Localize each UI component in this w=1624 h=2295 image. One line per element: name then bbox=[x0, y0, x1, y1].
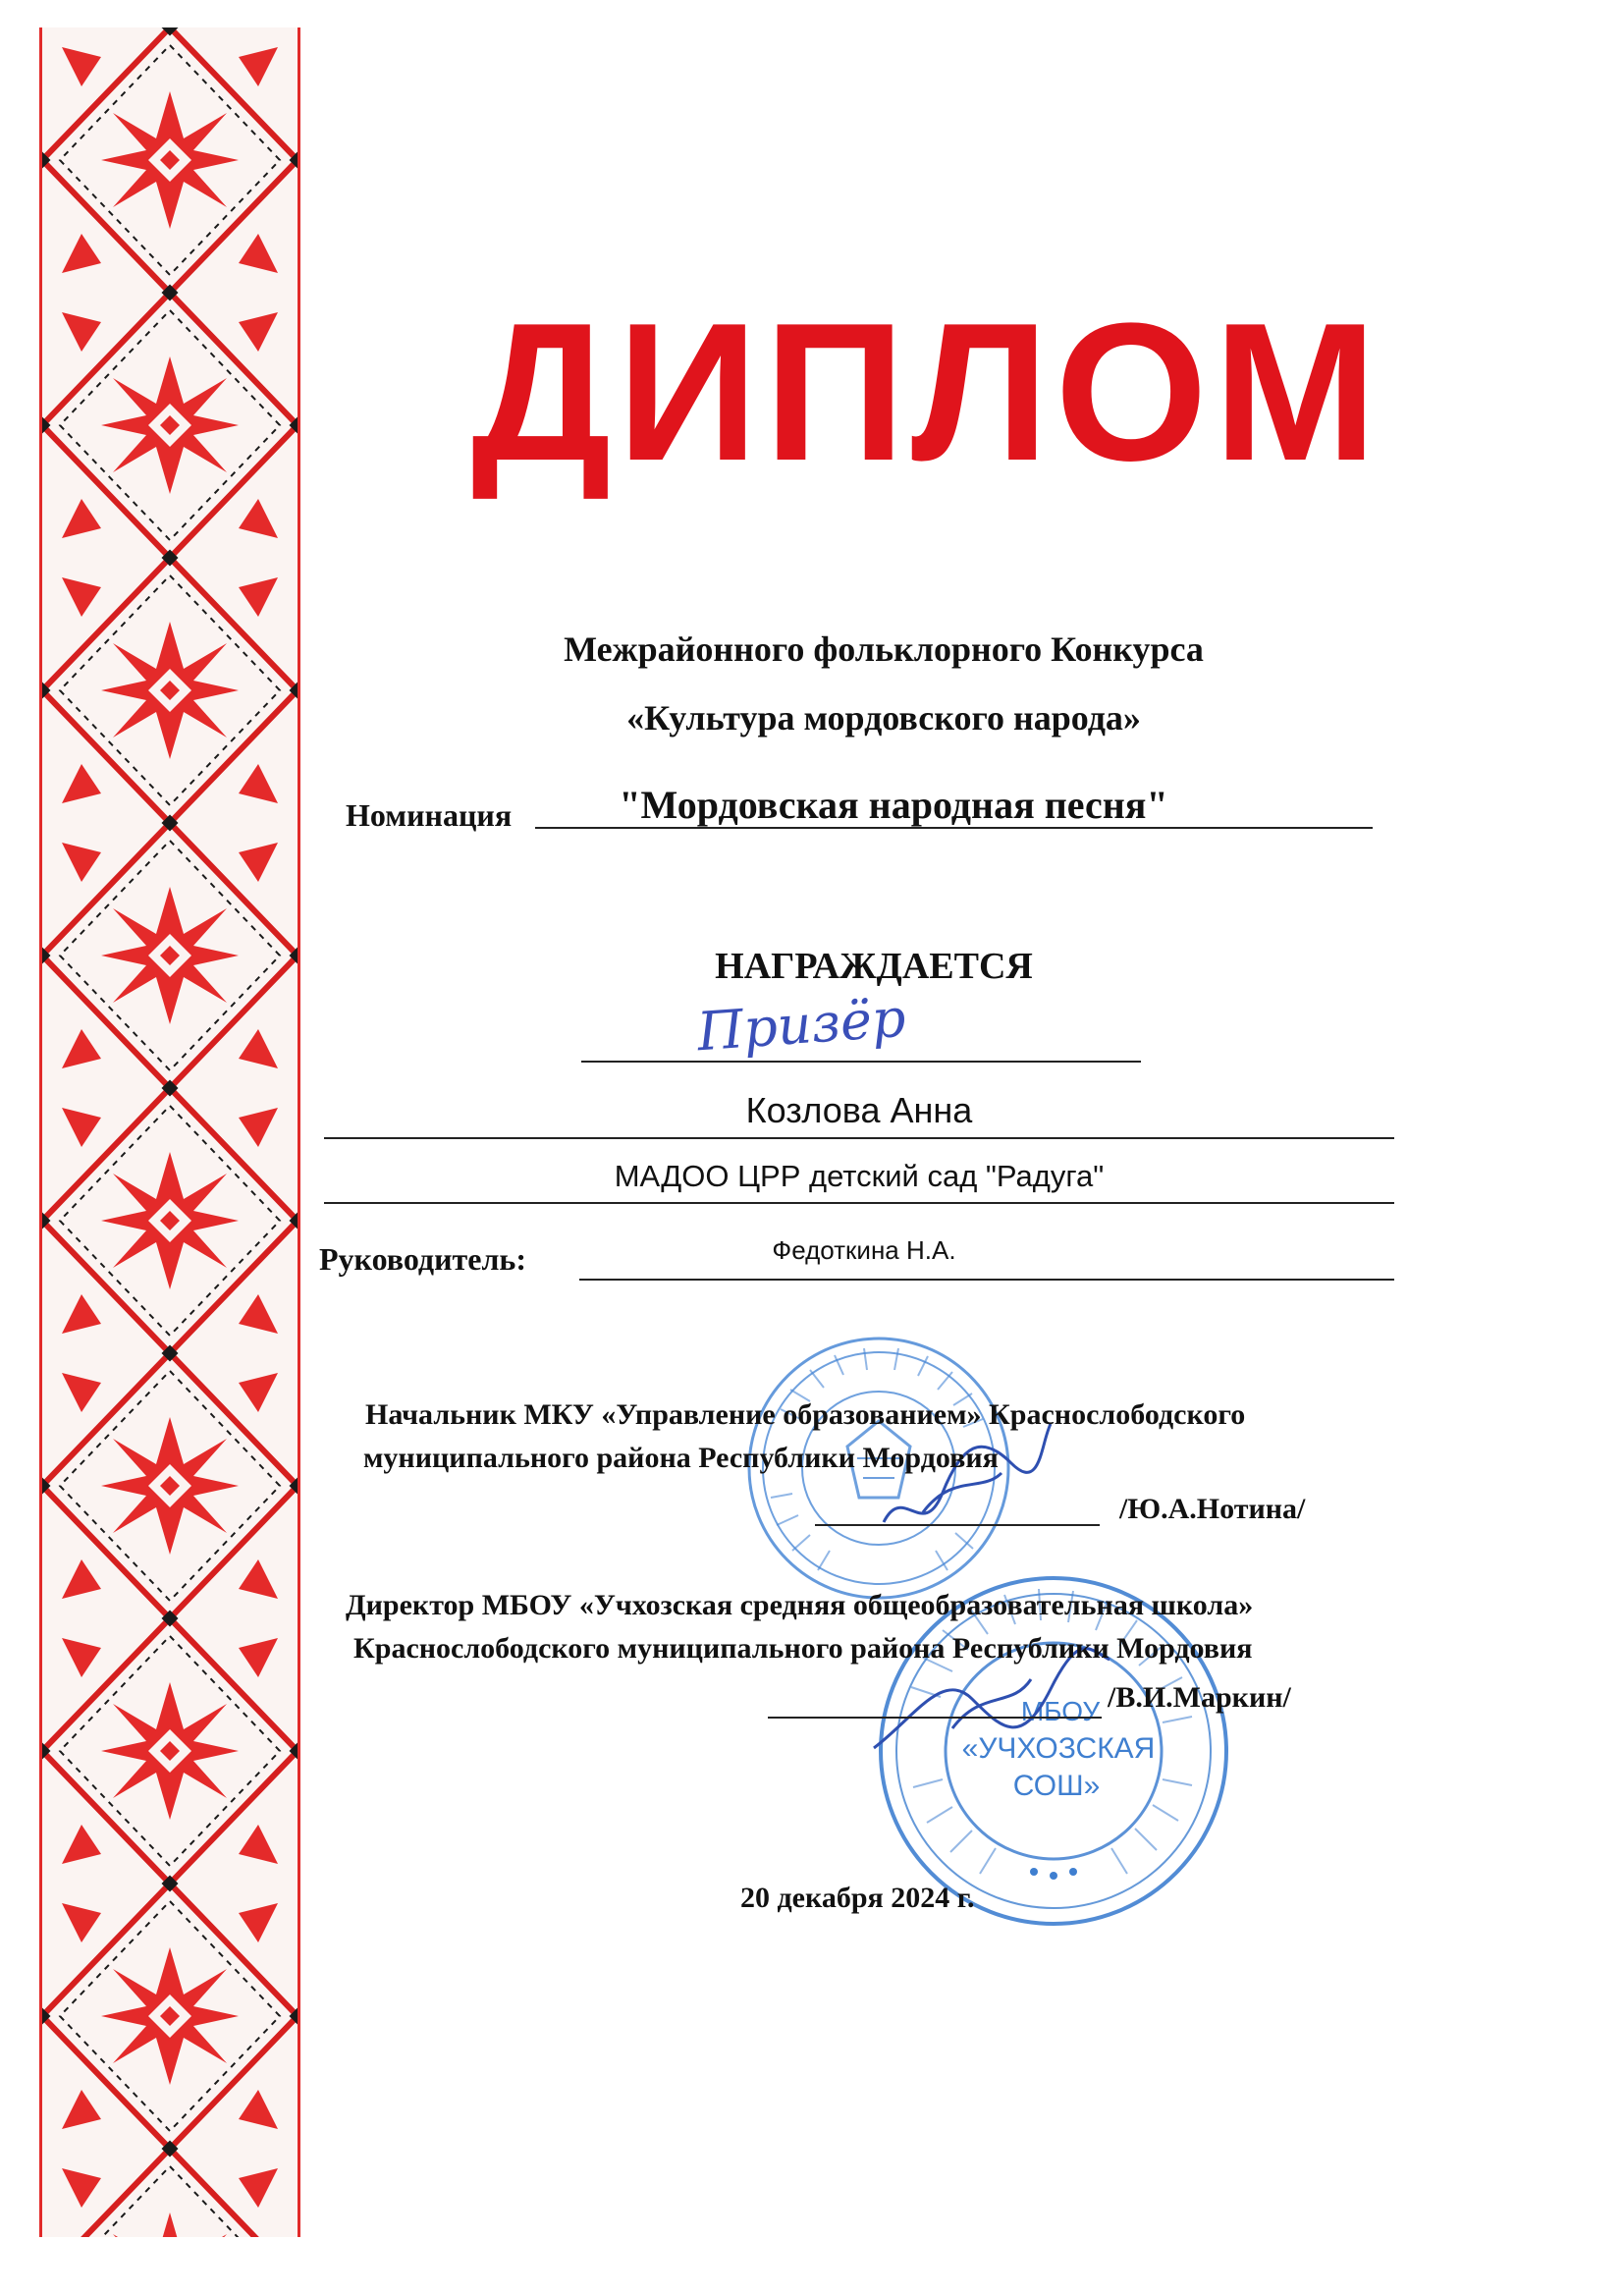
recipient-underline bbox=[324, 1137, 1394, 1139]
seal-2-text-2: «УЧХОЗСКАЯ bbox=[961, 1732, 1156, 1765]
organization-underline bbox=[324, 1202, 1394, 1204]
diploma-title: ДИПЛОМ bbox=[471, 283, 1383, 502]
ornament-pattern-icon bbox=[42, 27, 298, 2237]
supervisor-name: Федоткина Н.А. bbox=[772, 1235, 956, 1265]
recipient-name: Козлова Анна bbox=[745, 1090, 973, 1130]
signatory-2-line-2: Краснослободского муниципального района Республики Мордовия bbox=[353, 1632, 1253, 1665]
signatory-1-name: /Ю.А.Нотина/ bbox=[1119, 1493, 1306, 1525]
nomination-row bbox=[346, 797, 512, 834]
contest-line-2: «Культура мордовского народа» bbox=[626, 698, 1141, 738]
supervisor-row bbox=[319, 1241, 526, 1278]
signatory-1-line-2: муниципального района Республики Мордовия bbox=[363, 1442, 999, 1474]
signatory-1-line-1: Начальник МКУ «Управление образованием» Краснослободского bbox=[365, 1398, 1246, 1431]
organization-name: МАДОО ЦРР детский сад "Радуга" bbox=[614, 1159, 1105, 1193]
contest-line-1: Межрайонного фольклорного Конкурса bbox=[564, 629, 1204, 669]
award-heading: НАГРАЖДАЕТСЯ bbox=[715, 946, 1033, 987]
signatory-2-name: /В.И.Маркин/ bbox=[1108, 1681, 1291, 1714]
issue-date: 20 декабря 2024 г. bbox=[740, 1882, 975, 1914]
nomination-label: Номинация bbox=[346, 797, 513, 833]
supervisor-label: Руководитель: bbox=[319, 1241, 526, 1277]
signatory-2-line-1: Директор МБОУ «Учхозская средняя общеобразовательная школа» bbox=[346, 1589, 1254, 1621]
seal-2-text-1: МБОУ bbox=[1020, 1696, 1101, 1726]
embroidery-border bbox=[39, 27, 300, 2237]
signatory-2-underline bbox=[768, 1677, 1102, 1719]
place-handwritten: Призёр bbox=[695, 986, 908, 1064]
nomination-value: "Мордовская народная песня" bbox=[619, 783, 1168, 827]
seal-2-text-3: СОШ» bbox=[1012, 1770, 1101, 1802]
signatory-1-underline bbox=[815, 1485, 1100, 1526]
